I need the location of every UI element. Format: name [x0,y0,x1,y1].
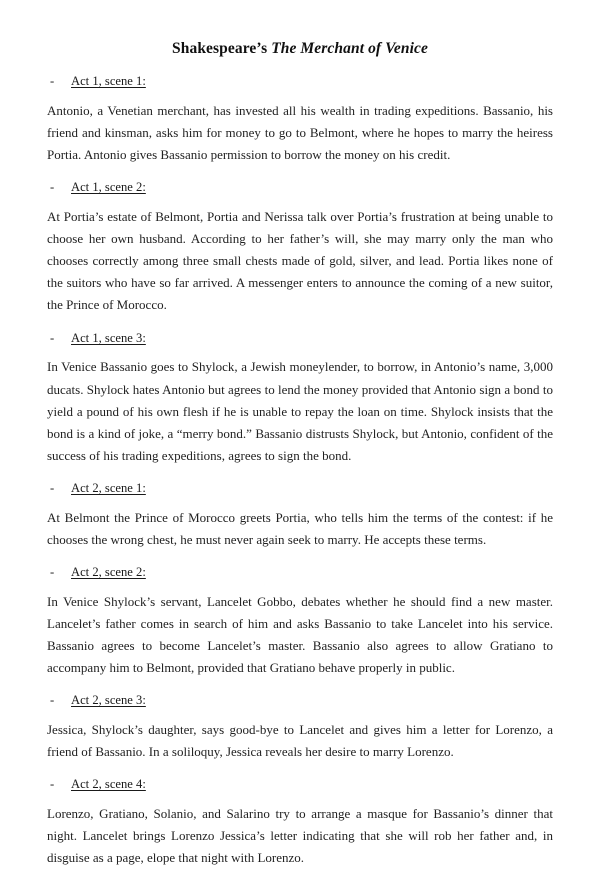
scene-body-act2-scene3: Jessica, Shylock’s daughter, says good-bye to Lancelet and gives him a letter for Lorenzo, a friend of Bassanio. In a soliloquy, Jessica reveals her desire to marry Lorenzo. [47,722,553,760]
scene-heading-label: Act 1, scene 1: [71,74,146,88]
scene-body-act1-scene2: At Portia’s estate of Belmont, Portia and Nerissa talk over Portia’s frustration at being unable to choose her own husband. According to her father’s will, she may marry only the man who chooses correctly among three small chests made of gold, silver, and lead. Portia likes none of the suitors who have so far arrived. A messenger enters to announce the coming of a new suitor, the Prince of Morocco. [47,209,553,313]
scene-heading-label: Act 1, scene 3: [71,330,146,345]
scene-heading-act2-scene2 [47,551,553,582]
bullet-dash-icon: - [50,777,55,792]
scene-section [47,467,553,551]
scene-section [47,551,553,679]
scene-heading-act1-scene2 [47,166,553,197]
scene-section [47,317,553,467]
scene-heading-label: Act 2, scene 2: [71,564,146,579]
scene-heading-label: Act 1, scene 2: [71,180,146,195]
scene-body-act1-scene3: In Venice Bassanio goes to Shylock, a Jewish moneylender, to borrow, in Antonio’s name, 3,000 ducats. Shylock hates Antonio but agrees to lend the money provided that Antonio sign a bond to yield a pound of his own flesh if he is unable to repay the loan on time. Shylock insists that the bond is a kind of joke, a “merry bond.” Bassanio distrusts Shylock, but Antonio, confident of the success of his trading expeditions, agrees to sign the bond. [47,359,553,463]
scene-heading-act2-scene1 [47,467,553,498]
scene-heading-label: Act 2, scene 3: [71,693,146,708]
scene-body-act1-scene1: Antonio, a Venetian merchant, has invested all his wealth in trading expeditions. Bassanio, his friend and kinsman, asks him for money to go to Belmont, where he hopes to marry the heiress Portia. Antonio gives Bassanio permission to borrow the money on his credit. [47,102,553,163]
scene-heading-act2-scene4 [47,763,553,794]
scene-section [47,679,553,763]
bullet-dash-icon: - [50,74,55,88]
bullet-dash-icon: - [50,564,55,579]
scene-heading-act1-scene1 [47,60,553,91]
scene-heading-act2-scene3 [47,679,553,710]
scene-heading-label: Act 2, scene 1: [71,480,146,495]
scene-heading-label: Act 2, scene 4: [71,777,146,792]
page-title [47,0,553,60]
bullet-dash-icon: - [50,330,55,345]
scene-section [47,763,553,869]
title-work: The Merchant of Venice [271,40,428,57]
scene-heading-act1-scene3 [47,317,553,348]
scene-body-act2-scene1: At Belmont the Prince of Morocco greets Portia, who tells him the terms of the contest: if he chooses the wrong chest, he must never again seek to marry. He accepts these terms. [47,509,553,547]
title-author: Shakespeare’s [172,40,272,57]
scene-section [47,166,553,316]
bullet-dash-icon: - [50,693,55,708]
bullet-dash-icon: - [50,180,55,195]
scene-body-act2-scene4: Lorenzo, Gratiano, Solanio, and Salarino try to arrange a masque for Bassanio’s dinner that night. Lancelet brings Lorenzo Jessica’s letter indicating that she will rob her father and, in disguise as a page, elope that night with Lorenzo. [47,806,553,866]
bullet-dash-icon: - [50,480,55,495]
scene-section [47,60,553,166]
scene-body-act2-scene2: In Venice Shylock’s servant, Lancelet Gobbo, debates whether he should find a new master. Lancelet’s father comes in search of him and asks Bassanio to take Lancelet into his service. Bassanio agrees to become Lancelet’s master. Bassanio also agrees to allow Gratiano to accompany him to Belmont, provided that Gratiano behave properly in public. [47,593,553,676]
